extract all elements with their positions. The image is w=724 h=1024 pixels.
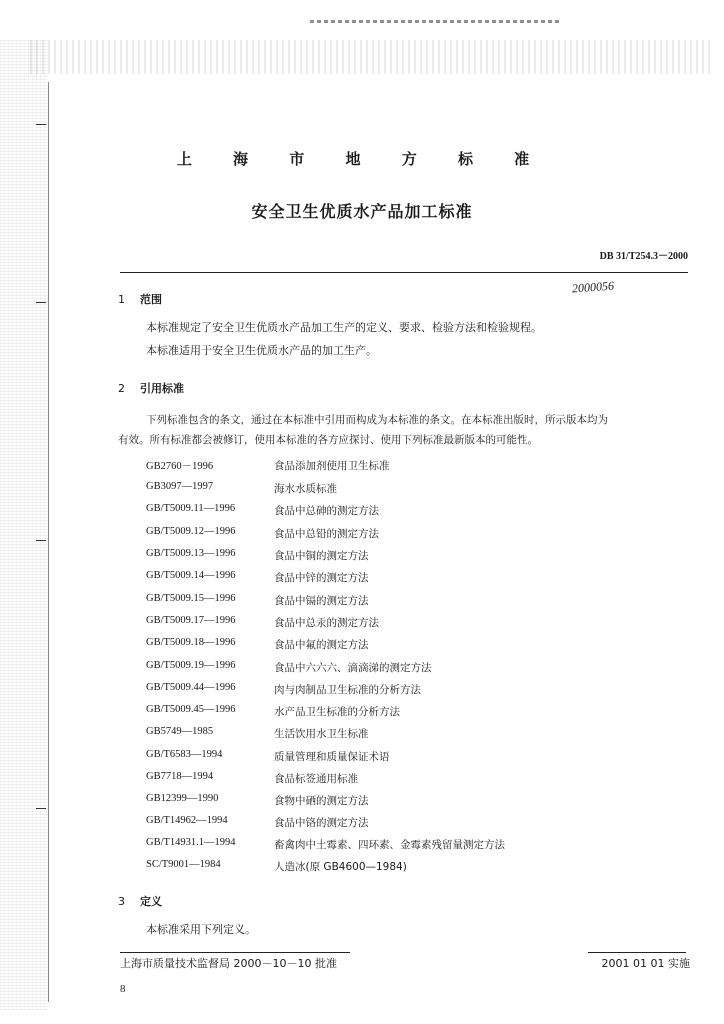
reference-code: GB/T5009.45—1996 (146, 704, 236, 715)
section-title: 范围 (140, 293, 162, 306)
reference-row (146, 704, 666, 720)
reference-title: 生活饮用水卫生标准 (274, 728, 369, 740)
reference-code: GB/T14931.1—1994 (146, 837, 236, 848)
reference-row (146, 615, 666, 631)
reference-title: 食品添加剂使用卫生标准 (274, 460, 390, 472)
approval-date: 上海市质量技术监督局 2000－10－10 批准 (120, 957, 337, 970)
reference-title: 质量管理和质量保证术语 (274, 751, 390, 763)
footer-rule-right (588, 952, 686, 953)
section-heading (118, 893, 162, 909)
paragraph: 本标准采用下列定义。 (146, 923, 256, 936)
reference-title: 畜禽肉中土霉素、四环素、金霉素残留量测定方法 (274, 839, 505, 851)
reference-title: 食品中镉的测定方法 (274, 595, 369, 607)
paragraph: 本标准适用于安全卫生优质水产品的加工生产。 (146, 344, 377, 357)
page-number: 8 (120, 983, 126, 995)
section-heading (118, 380, 184, 396)
section-number: 3 (118, 895, 125, 908)
margin-tick (36, 540, 46, 541)
section-heading (118, 291, 162, 307)
margin-tick (36, 808, 46, 809)
reference-row (146, 660, 666, 676)
reference-code: GB/T5009.44—1996 (146, 682, 236, 693)
paragraph: 下列标准包含的条文，通过在本标准中引用而构成为本标准的条文。在本标准出版时，所示版本均为 (146, 414, 608, 426)
reference-row (146, 682, 666, 698)
reference-code: GB7718—1994 (146, 771, 214, 782)
reference-row (146, 481, 666, 497)
reference-row (146, 593, 666, 609)
reference-code: GB/T14962—1994 (146, 815, 228, 826)
reference-code: GB/T5009.15—1996 (146, 593, 236, 604)
reference-row (146, 793, 666, 809)
reference-title: 食品中总砷的测定方法 (274, 505, 379, 517)
reference-title: 肉与肉制品卫生标准的分析方法 (274, 684, 421, 696)
reference-code: GB3097—1997 (146, 481, 214, 492)
reference-code: GB5749—1985 (146, 726, 214, 737)
document-title: 安全卫生优质水产品加工标准 (251, 202, 473, 221)
reference-title: 食品中总铅的测定方法 (274, 528, 379, 540)
reference-title: 人造冰(原 GB4600—1984) (274, 861, 407, 873)
reference-row (146, 859, 666, 875)
reference-title: 水产品卫生标准的分析方法 (274, 706, 400, 718)
paragraph: 本标准规定了安全卫生优质水产品加工生产的定义、要求、检验方法和检验规程。 (146, 321, 542, 334)
reference-row (146, 815, 666, 831)
reference-code: GB12399—1990 (146, 793, 219, 804)
reference-title: 食品中总汞的测定方法 (274, 617, 379, 629)
reference-code: SC/T9001—1984 (146, 859, 221, 870)
reference-title: 海水水质标准 (274, 483, 337, 495)
reference-code: GB/T5009.11—1996 (146, 503, 236, 514)
authority-title: 上 海 市 地 方 标 准 (176, 150, 548, 168)
reference-row (146, 726, 666, 742)
reference-title: 食品标签通用标准 (274, 773, 358, 785)
reference-code: GB/T6583—1994 (146, 749, 223, 760)
scan-noise-top (30, 40, 710, 74)
reference-row (146, 749, 666, 765)
scan-noise-top-dashes (310, 20, 560, 23)
reference-row (146, 837, 666, 853)
reference-title: 食物中硒的测定方法 (274, 795, 369, 807)
reference-row (146, 570, 666, 586)
reference-row (146, 637, 666, 653)
reference-code: GB/T5009.13—1996 (146, 548, 236, 559)
reference-code: GB2760－1996 (146, 461, 214, 472)
reference-title: 食品中六六六、滴滴涕的测定方法 (274, 662, 432, 674)
reference-row (146, 526, 666, 542)
reference-title: 食品中氟的测定方法 (274, 639, 369, 651)
section-title: 定义 (140, 895, 162, 908)
reference-row (146, 771, 666, 787)
scan-noise-left (0, 40, 48, 1010)
reference-title: 食品中铜的测定方法 (274, 550, 369, 562)
handwritten-note: 2000056 (571, 278, 615, 296)
section-title: 引用标准 (140, 382, 184, 395)
reference-code: GB/T5009.14—1996 (146, 570, 236, 581)
reference-code: GB/T5009.12—1996 (146, 526, 236, 537)
margin-tick (36, 302, 46, 303)
effective-date: 2001 01 01 实施 (601, 957, 690, 970)
standard-number: DB 31/T254.3－2000 (599, 251, 688, 262)
footer-rule-left (120, 952, 350, 953)
section-number: 2 (118, 382, 125, 395)
paragraph: 有效。所有标准都会被修订，使用本标准的各方应探讨、使用下列标准最新版本的可能性。 (118, 434, 538, 446)
reference-code: GB/T5009.19—1996 (146, 660, 236, 671)
reference-row (146, 503, 666, 519)
section-number: 1 (118, 293, 125, 306)
margin-tick (36, 124, 46, 125)
reference-row (146, 458, 666, 474)
reference-title: 食品中铬的测定方法 (274, 817, 369, 829)
reference-title: 食品中锌的测定方法 (274, 572, 369, 584)
reference-code: GB/T5009.18—1996 (146, 637, 236, 648)
reference-code: GB/T5009.17—1996 (146, 615, 236, 626)
reference-row (146, 548, 666, 564)
header-rule (120, 272, 688, 273)
